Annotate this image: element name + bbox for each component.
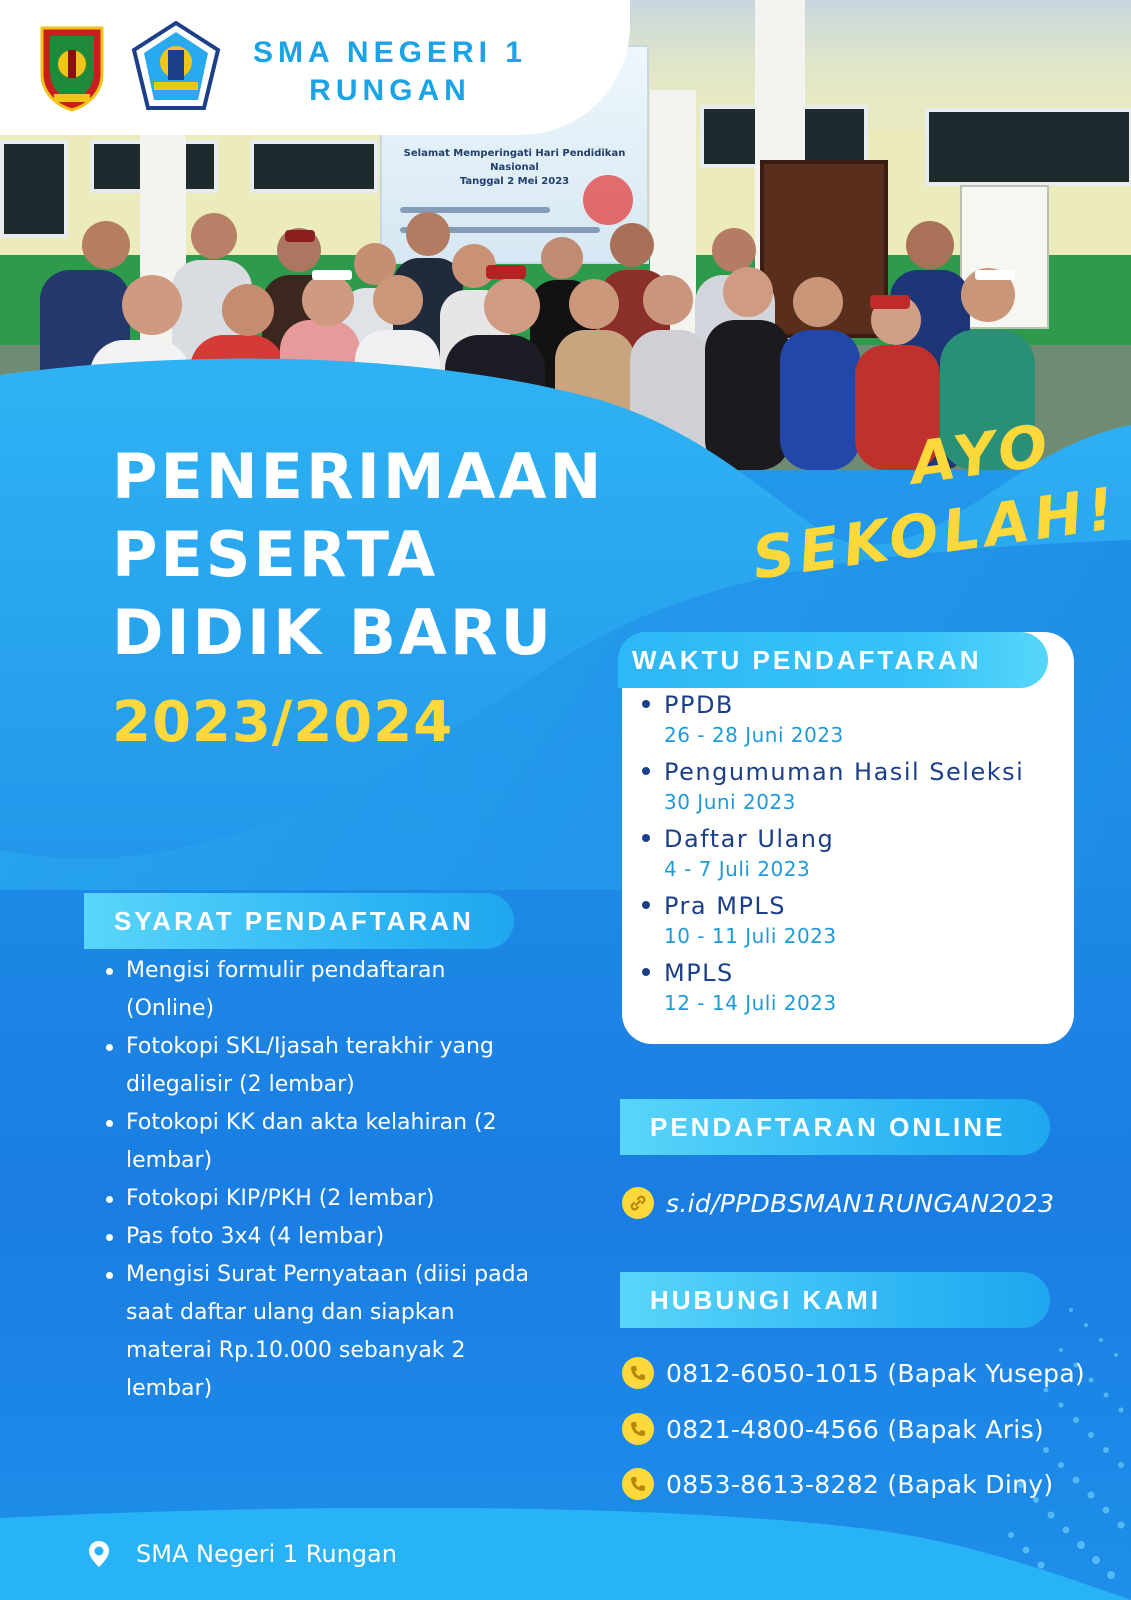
- phone-icon: [622, 1468, 654, 1500]
- schedule-item: [640, 958, 1080, 1017]
- schedule-item-name: PPDB: [664, 691, 734, 719]
- schedule-item-name: MPLS: [664, 959, 734, 987]
- schedule-item-date: 4 - 7 Juli 2023: [664, 857, 811, 881]
- requirement-item: [100, 1218, 540, 1256]
- phone-icon: [622, 1357, 654, 1389]
- schedule-item-name: Pra MPLS: [664, 892, 787, 920]
- title-line3: DIDIK BARU: [112, 596, 555, 669]
- title-line2: PESERTA: [112, 518, 439, 591]
- requirement-item: [100, 1104, 540, 1180]
- schedule-card: [622, 632, 1074, 1044]
- requirement-text: Pas foto 3x4 (4 lembar): [126, 1224, 385, 1249]
- schedule-item-date: 10 - 11 Juli 2023: [664, 924, 837, 948]
- main-title: [112, 438, 604, 672]
- contact-phone[interactable]: 0821-4800-4566 (Bapak Aris): [666, 1414, 1044, 1444]
- requirement-text: Mengisi Surat Pernyataan (diisi pada saat daftar ulang dan siapkan materai Rp.10.000 sebanyak 2 lembar): [126, 1262, 530, 1401]
- footer-location: SMA Negeri 1 Rungan: [136, 1540, 397, 1568]
- contact-item[interactable]: [622, 1357, 1085, 1389]
- title-line1: PENERIMAAN: [112, 440, 605, 513]
- schedule-item-name: Daftar Ulang: [664, 825, 835, 853]
- contact-item[interactable]: [622, 1413, 1044, 1445]
- schedule-item-name: Pengumuman Hasil Seleksi: [664, 758, 1025, 786]
- requirement-text: Fotokopi KIP/PKH (2 lembar): [126, 1186, 435, 1211]
- phone-icon: [622, 1413, 654, 1445]
- requirement-text: Mengisi formulir pendaftaran (Online): [126, 958, 446, 1021]
- requirements-heading: SYARAT PENDAFTARAN: [84, 893, 514, 949]
- slogan-line1: AYO: [906, 410, 1057, 498]
- schedule-item-date: 26 - 28 Juni 2023: [664, 723, 844, 747]
- provincial-emblem-icon: [36, 24, 108, 112]
- online-heading: PENDAFTARAN ONLINE: [620, 1099, 1050, 1155]
- schedule-item-date: 12 - 14 Juli 2023: [664, 991, 837, 1015]
- location-pin-icon: [84, 1539, 114, 1569]
- requirement-item: [100, 1256, 540, 1408]
- link-icon: [622, 1187, 654, 1219]
- slogan-line2: SEKOLAH!: [748, 473, 1123, 593]
- registration-link-text[interactable]: s.id/PPDBSMAN1RUNGAN2023: [666, 1188, 1055, 1218]
- schedule-item: [640, 891, 1080, 950]
- requirement-item: [100, 1028, 540, 1104]
- requirement-text: Fotokopi KK dan akta kelahiran (2 lembar): [126, 1110, 497, 1173]
- schedule-item: [640, 757, 1080, 816]
- school-name: [225, 34, 555, 110]
- school-name-line2: RUNGAN: [309, 74, 471, 107]
- academic-year: 2023/2024: [112, 690, 454, 755]
- contact-phone[interactable]: 0812-6050-1015 (Bapak Yusepa): [666, 1358, 1085, 1388]
- requirement-item: [100, 952, 540, 1028]
- schedule-item-date: 30 Juni 2023: [664, 790, 796, 814]
- contact-item[interactable]: [622, 1468, 1053, 1500]
- banner-text-2: Tanggal 2 Mei 2023: [459, 176, 570, 187]
- banner-text-1: Selamat Memperingati Hari Pendidikan Nasional: [403, 148, 626, 173]
- school-emblem-icon: [130, 20, 222, 114]
- requirement-text: Fotokopi SKL/Ijasah terakhir yang dilegalisir (2 lembar): [126, 1034, 494, 1097]
- registration-link[interactable]: [622, 1187, 1054, 1219]
- requirements-list: [100, 952, 540, 1408]
- schedule-item: [640, 690, 1080, 749]
- requirement-item: [100, 1180, 540, 1218]
- schedule-item: [640, 824, 1080, 883]
- schedule-list: [640, 690, 1080, 1025]
- contact-heading: HUBUNGI KAMI: [620, 1272, 1050, 1328]
- schedule-heading: WAKTU PENDAFTARAN: [618, 632, 1048, 688]
- school-name-line1: SMA NEGERI 1: [253, 36, 527, 69]
- contact-phone[interactable]: 0853-8613-8282 (Bapak Diny): [666, 1469, 1054, 1499]
